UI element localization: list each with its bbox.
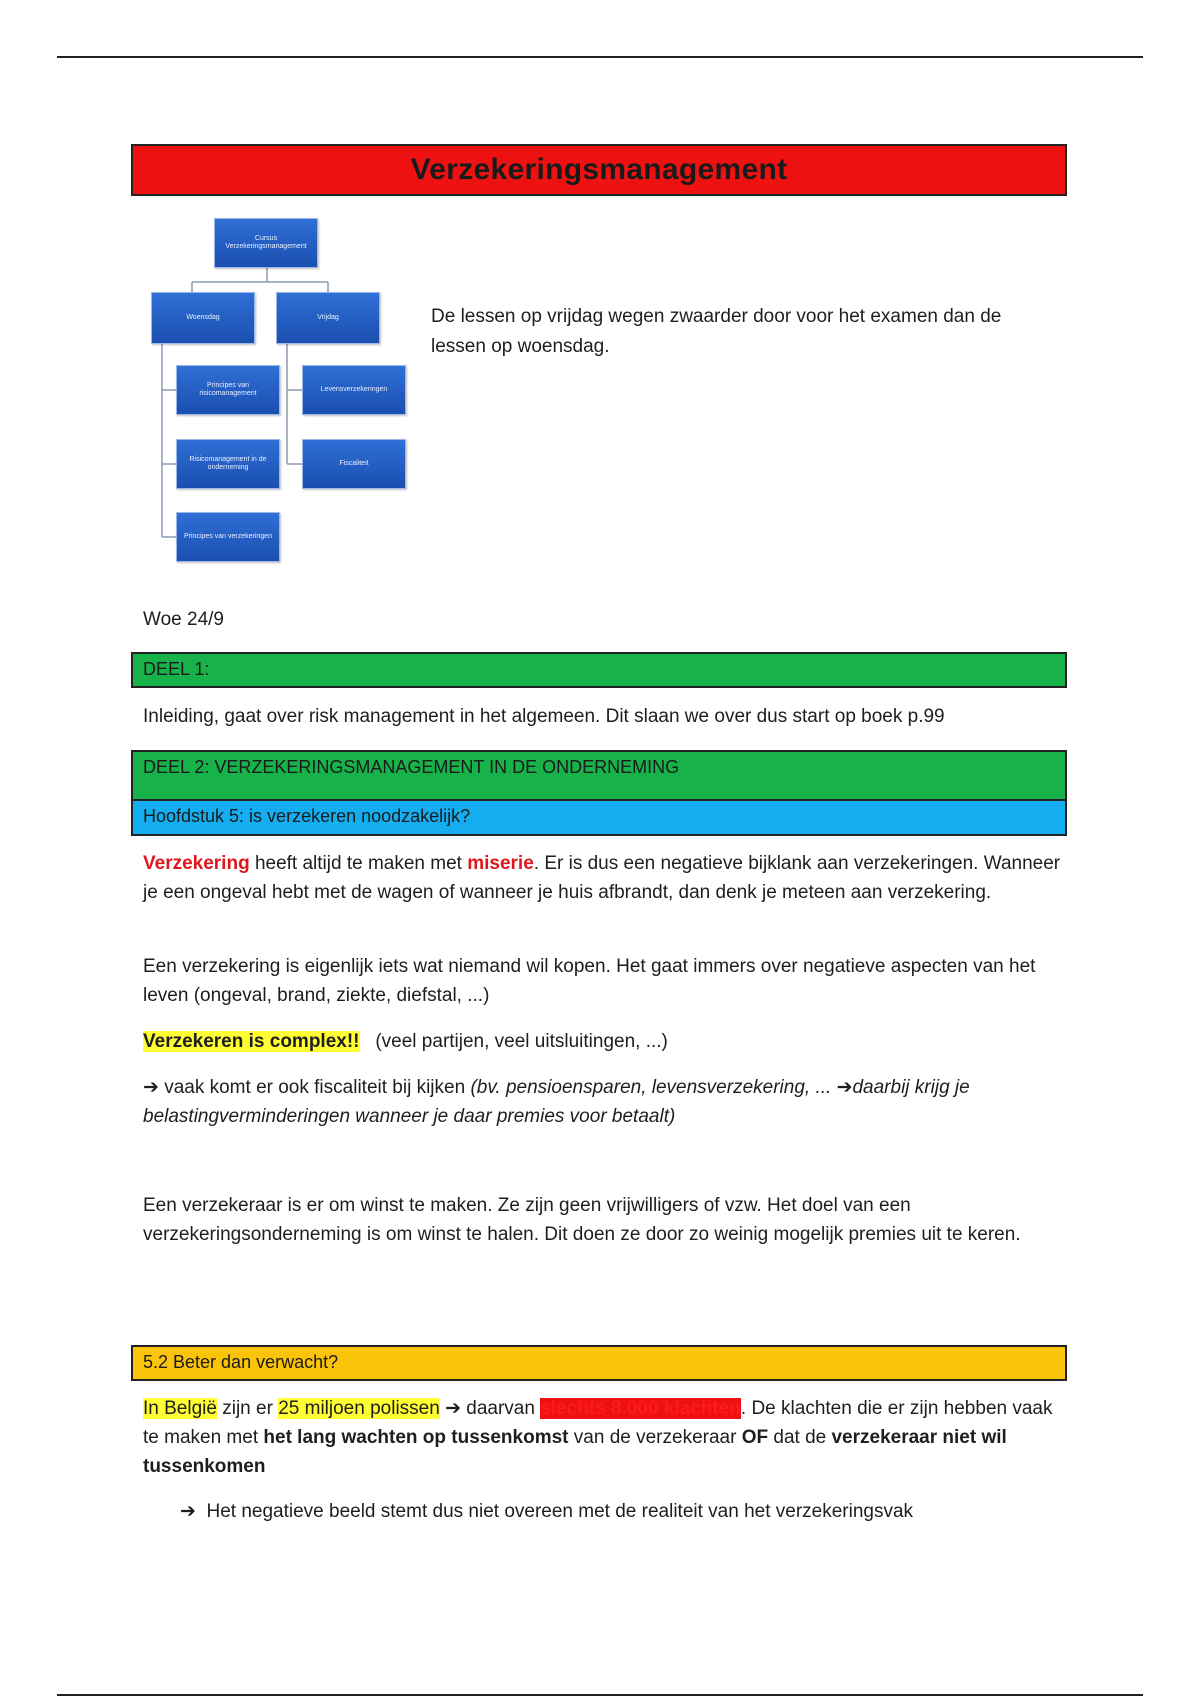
intro-note: De lessen op vrijdag wegen zwaarder door voor het examen dan de lessen op woensdag.: [431, 306, 1002, 357]
chapter-heading: Hoofdstuk 5: is verzekeren noodzakelijk?: [131, 799, 1067, 836]
paragraph-niemand-kopen: Een verzekering is eigenlijk iets wat niemand wil kopen. Het gaat immers over negatieve aspecten van het leven (ongeval, brand, ziekte, diefstal, ...): [143, 956, 1036, 1006]
arrow-icon: ➔: [836, 1077, 853, 1098]
org-root-box: Cursus Verzekeringsmanagement: [214, 218, 318, 268]
para1-text: heeft altijd te maken met: [249, 853, 468, 874]
belgie-text-3: . De klachten die er zijn hebben vaak te maken met: [143, 1398, 1053, 1448]
arrow-icon: ➔: [143, 1077, 159, 1098]
bold-wachten: het lang wachten op tussenkomst: [263, 1427, 569, 1448]
deel2-heading: DEEL 2: VERZEKERINGSMANAGEMENT IN DE ONDERNEMING: [131, 750, 1067, 801]
term-verzekering: Verzekering: [143, 853, 250, 874]
org-child-box: Fiscaliteit: [302, 439, 406, 489]
page-title: Verzekeringsmanagement: [131, 144, 1067, 196]
highlight-klachten: slechts 8.000 klachten: [540, 1398, 741, 1419]
fiscaliteit-examples: (bv. pensioensparen, levensverzekering, ...: [470, 1077, 837, 1098]
deel1-text: Inleiding, gaat over risk management in het algemeen. Dit slaan we over dus start op boek p.99: [143, 706, 945, 727]
org-child-box: Risicomanagement in de onderneming: [176, 439, 280, 489]
conclusion-line: [180, 1497, 1060, 1526]
date-label: Woe 24/9: [143, 609, 224, 630]
belgie-text-2: daarvan: [466, 1398, 541, 1419]
paragraph-complex: [143, 1027, 1063, 1056]
bold-of: OF: [741, 1427, 769, 1448]
bold-niet-tussenkomen: verzekeraar niet wil tussenkomen: [143, 1427, 1007, 1477]
org-child-box: Levensverzekeringen: [302, 365, 406, 415]
bottom-rule: [57, 1694, 1143, 1696]
paragraph-fiscaliteit: [143, 1073, 1063, 1131]
belgie-text: zijn er: [216, 1398, 279, 1419]
highlight-polissen: 25 miljoen polissen: [278, 1398, 440, 1419]
belgie-text-4: van de verzekeraar: [568, 1427, 742, 1448]
section-5-2-heading: 5.2 Beter dan verwacht?: [131, 1345, 1067, 1381]
fiscaliteit-benefit: daarbij krijg je belastingverminderingen wanneer je daar premies voor betaalt): [143, 1077, 970, 1127]
complex-detail: (veel partijen, veel uitsluitingen, ...): [375, 1031, 668, 1052]
top-rule: [57, 56, 1143, 58]
fiscaliteit-text: vaak komt er ook fiscaliteit bij kijken: [158, 1077, 471, 1098]
highlight-belgie: In België: [143, 1398, 217, 1419]
paragraph-winst: Een verzekeraar is er om winst te maken. Ze zijn geen vrijwilligers of vzw. Het doel van een verzekeringsonderneming is om winst te halen. Dit doen ze door zo weinig mogelijk premies uit te keren.: [143, 1195, 1021, 1245]
highlight-complex: Verzekeren is complex!!: [143, 1031, 360, 1052]
term-miserie: miserie: [467, 853, 534, 874]
para1-text-2: . Er is dus een negatieve bijklank aan verzekeringen. Wanneer je een ongeval hebt met de wagen of wanneer je huis afbrandt, dan denk je meteen aan verzekering.: [143, 853, 1061, 903]
org-right-branch-box: Vrijdag: [276, 292, 380, 344]
belgie-text-5: dat de: [768, 1427, 832, 1448]
org-left-branch-box: Woensdag: [151, 292, 255, 344]
org-child-box: Principes van risicomanagement: [176, 365, 280, 415]
paragraph-verzekering: [143, 849, 1063, 907]
deel1-heading: DEEL 1:: [131, 652, 1067, 688]
conclusion-text: Het negatieve beeld stemt dus niet overeen met de realiteit van het verzekeringsvak: [206, 1501, 914, 1522]
org-chart: [140, 210, 416, 570]
paragraph-belgie: [143, 1394, 1063, 1481]
org-child-box: Principes van verzekeringen: [176, 512, 280, 562]
arrow-icon: ➔: [439, 1398, 467, 1419]
arrow-icon: ➔: [180, 1501, 196, 1522]
